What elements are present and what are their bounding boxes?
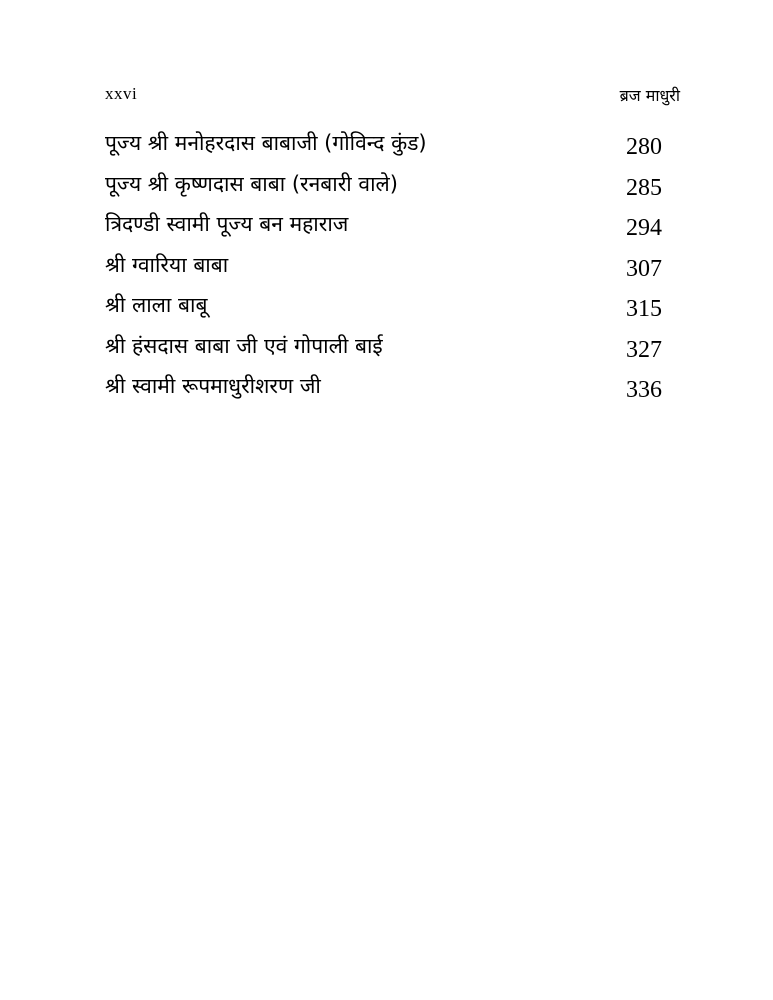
toc-entry-title: श्री ग्वारिया बाबा xyxy=(105,252,229,277)
toc-entry-title: श्री स्वामी रूपमाधुरीशरण जी xyxy=(105,374,321,398)
toc-entry-page: 307 xyxy=(626,255,662,282)
toc-entry-title: पूज्य श्री मनोहरदास बाबाजी (गोविन्द कुंड) xyxy=(105,131,427,155)
running-header xyxy=(105,84,680,110)
toc-entry xyxy=(105,290,662,331)
toc-entry-title: पूज्य श्री कृष्णदास बाबा (रनबारी वाले) xyxy=(105,171,398,196)
toc-entry-page: 294 xyxy=(626,215,662,241)
toc-entry xyxy=(105,209,662,250)
toc-entry xyxy=(105,128,662,169)
toc-entry-title: त्रिदण्डी स्वामी पूज्य बन महाराज xyxy=(105,212,349,236)
table-of-contents xyxy=(105,128,662,412)
toc-entry-title: श्री लाला बाबू xyxy=(105,293,208,317)
book-title: ब्रज माधुरी xyxy=(619,86,680,105)
toc-entry-title: श्री हंसदास बाबा जी एवं गोपाली बाई xyxy=(105,333,383,358)
toc-entry xyxy=(105,169,662,210)
toc-entry-page: 315 xyxy=(626,296,662,322)
page-number: xxvi xyxy=(105,84,138,103)
toc-entry xyxy=(105,250,662,291)
toc-entry-page: 285 xyxy=(626,174,662,201)
toc-entry-page: 327 xyxy=(626,336,662,363)
toc-entry-page: 336 xyxy=(626,377,662,403)
toc-entry-page: 280 xyxy=(626,134,662,160)
toc-entry xyxy=(105,371,662,412)
toc-entry xyxy=(105,331,662,372)
